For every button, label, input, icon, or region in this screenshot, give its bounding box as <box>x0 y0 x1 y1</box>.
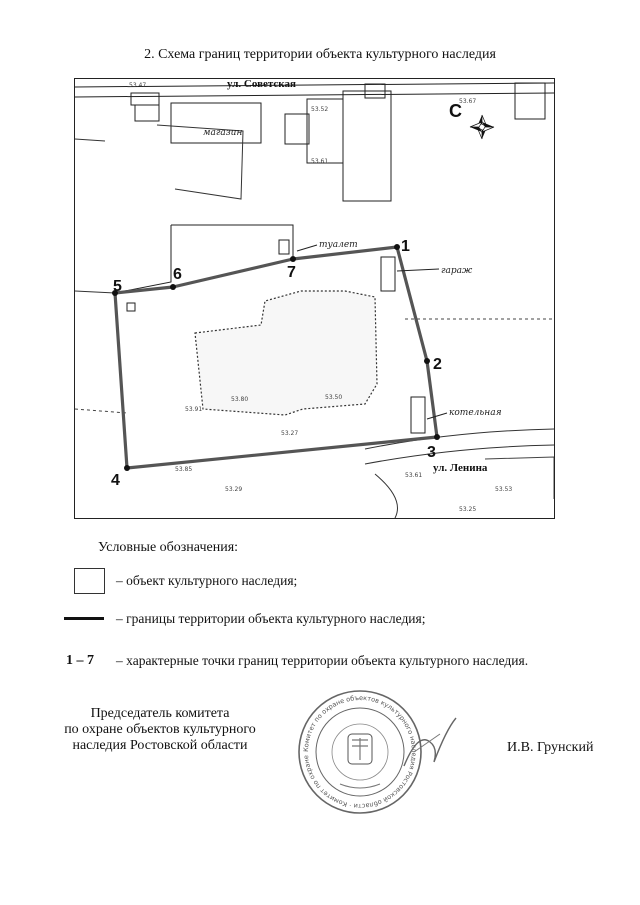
building-outline <box>285 114 309 144</box>
building-outline <box>135 105 159 121</box>
elevation-mark: 53.53 <box>495 486 513 493</box>
map-canvas <box>75 79 554 518</box>
heritage-building <box>195 291 377 415</box>
elevation-mark: 53.27 <box>281 430 299 437</box>
legend-object-label: – объект культурного наследия; <box>116 573 298 588</box>
legend-title: Условные обозначения: <box>98 540 239 555</box>
parcel-line <box>171 225 293 256</box>
north-arrow <box>449 101 494 139</box>
street-edge <box>75 83 554 87</box>
signatory-title-line: Председатель комитета <box>90 706 230 721</box>
elevation-mark: 53.67 <box>459 98 477 105</box>
boundary-point-7-label: 7 <box>287 264 296 281</box>
parcel-line <box>75 291 115 293</box>
building-outline <box>515 83 545 119</box>
boundary-point-2-marker <box>424 358 430 364</box>
road-edge <box>375 474 398 518</box>
signatory-title <box>40 706 280 754</box>
elevation-mark: 53.47 <box>129 82 147 89</box>
boundary-point-6-marker <box>170 284 176 290</box>
boundary-point-3-label: 3 <box>427 444 436 461</box>
elevation-mark: 53.29 <box>225 486 243 493</box>
elevation-mark: 53.25 <box>459 506 477 513</box>
street-edge <box>75 93 554 97</box>
building-outline <box>131 93 159 105</box>
legend-boundary-symbol <box>64 617 104 620</box>
boundary-point-2-label: 2 <box>433 356 442 373</box>
signatory-title-line: наследия Ростовской области <box>72 738 248 753</box>
north-label: С <box>449 101 462 121</box>
garage-structure <box>381 257 395 291</box>
toilet-structure <box>279 240 289 254</box>
elevation-mark: 53.61 <box>405 472 423 479</box>
parcel-line <box>75 409 127 413</box>
toilet-note: туалет <box>319 240 358 250</box>
shop-label: магазин <box>203 128 243 138</box>
boundary-point-1-label: 1 <box>401 238 410 255</box>
boundary-point-1-marker <box>394 244 400 250</box>
parcel-line <box>75 139 105 141</box>
legend-points-label: – характерные точки границ территории объекта культурного наследия. <box>116 653 529 668</box>
elevation-mark: 53.50 <box>325 394 343 401</box>
page-title: 2. Схема границ территории объекта культурного наследия <box>144 47 496 62</box>
boundary-point-4-label: 4 <box>111 472 120 489</box>
elevation-mark: 53.61 <box>311 158 329 165</box>
street-label-lenina: ул. Ленина <box>433 462 488 474</box>
boiler-note-arrow <box>427 413 447 419</box>
signatory-title-line: по охране объектов культурного <box>64 722 256 737</box>
legend-boundary-label: – границы территории объекта культурного наследия; <box>116 611 426 626</box>
small-structure <box>127 303 135 311</box>
elevation-mark: 53.91 <box>185 406 203 413</box>
elevation-mark: 53.85 <box>175 466 193 473</box>
parcel-line <box>115 225 171 293</box>
elevation-mark: 53.52 <box>311 106 329 113</box>
boundary-point-4-marker <box>124 465 130 471</box>
street-label-sovetskaya: ул. Советская <box>227 79 296 90</box>
boundary-point-5-label: 5 <box>113 278 122 295</box>
boundary-map <box>74 78 555 519</box>
boundary-point-6-label: 6 <box>173 266 182 283</box>
boundary-point-3-marker <box>434 434 440 440</box>
building-outline <box>343 91 391 201</box>
svg-text:Комитет по охране объектов кул: Комитет по охране объектов культурного наследия Ростовской области · Комитет по охране <box>301 693 419 811</box>
boiler-structure <box>411 397 425 433</box>
signatory-name: И.В. Грунский <box>507 740 594 755</box>
boundary-point-7-marker <box>290 256 296 262</box>
boiler-note: котельная <box>449 408 502 418</box>
legend-object-symbol <box>74 568 105 594</box>
legend-points-range: 1 – 7 <box>66 653 94 668</box>
elevation-mark: 53.80 <box>231 396 249 403</box>
garage-note: гараж <box>441 266 473 276</box>
handwritten-signature <box>400 712 460 772</box>
toilet-note-arrow <box>297 245 317 251</box>
